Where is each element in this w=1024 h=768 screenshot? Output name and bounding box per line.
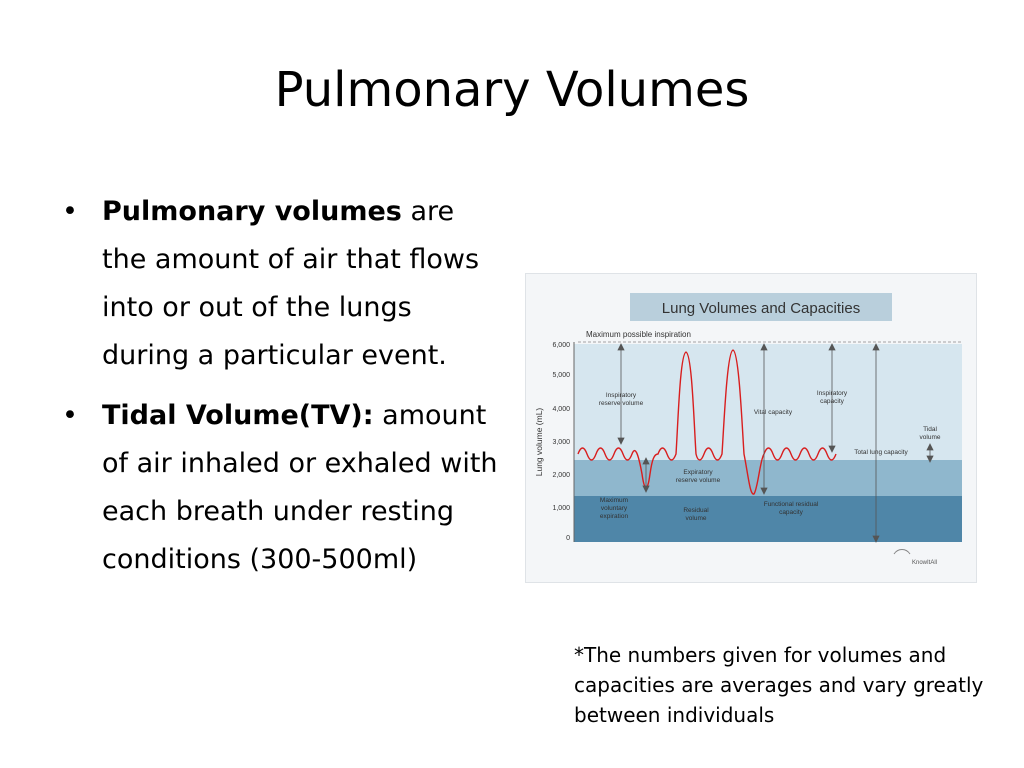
slide-title: Pulmonary Volumes	[274, 62, 750, 118]
tidal-volume-label: Tidal	[923, 426, 937, 433]
frc-label: capacity	[779, 509, 803, 516]
bullet-term: Tidal Volume(TV):	[102, 400, 374, 431]
mve-label: expiration	[599, 513, 629, 520]
knowitall-logo-icon	[894, 550, 910, 555]
bullet-list	[60, 188, 500, 596]
bullet-dot-icon: •	[62, 400, 78, 431]
lung-volumes-diagram	[526, 274, 976, 582]
residual-volume-label: Residual	[683, 507, 709, 514]
lung-volumes-figure	[525, 273, 977, 583]
irv-label: Inspiratory	[605, 392, 637, 399]
total-lung-capacity-label: Total lung capacity	[854, 449, 908, 456]
residual-volume-label: volume	[685, 515, 707, 522]
irv-label: reserve volume	[598, 400, 644, 407]
y-tick-label: 5,000	[552, 372, 570, 379]
y-axis-label: Lung volume (mL)	[534, 407, 544, 477]
y-tick-label: 3,000	[552, 439, 570, 446]
logo-text: KnowItAll	[912, 560, 938, 566]
figure-title: Lung Volumes and Capacities	[661, 300, 861, 317]
vital-capacity-label: Vital capacity	[753, 409, 793, 416]
bullet-definition: amount of air inhaled or exhaled with each breath under resting conditions (300-500ml)	[102, 400, 498, 575]
mve-label: Maximum	[599, 497, 629, 504]
bullet-definition: are the amount of air that flows into or out of the lungs during a particular event.	[102, 196, 480, 371]
erv-label: Expiratory	[683, 469, 713, 476]
y-tick-label: 6,000	[552, 342, 570, 349]
y-tick-label: 2,000	[552, 472, 570, 479]
bullet-term: Pulmonary volumes	[102, 196, 402, 227]
y-tick-label: 4,000	[552, 406, 570, 413]
y-tick-label: 1,000	[552, 505, 570, 512]
max-inspiration-label: Maximum possible inspiration	[586, 330, 691, 339]
mve-label: voluntary	[600, 505, 628, 512]
bullet-item-pulmonary-volumes	[60, 188, 500, 380]
frc-label: Functional residual	[763, 501, 819, 508]
tidal-volume-label: volume	[919, 434, 941, 441]
bullet-dot-icon: •	[62, 196, 78, 227]
footnote: *The numbers given for volumes and capacities are averages and vary greatly between individuals	[574, 643, 984, 727]
ic-label: Inspiratory	[816, 390, 848, 397]
expiratory-band	[574, 460, 962, 496]
y-tick-label: 0	[566, 535, 570, 542]
erv-label: reserve volume	[675, 477, 721, 484]
bullet-item-tidal-volume	[60, 392, 500, 584]
ic-label: capacity	[820, 398, 844, 405]
